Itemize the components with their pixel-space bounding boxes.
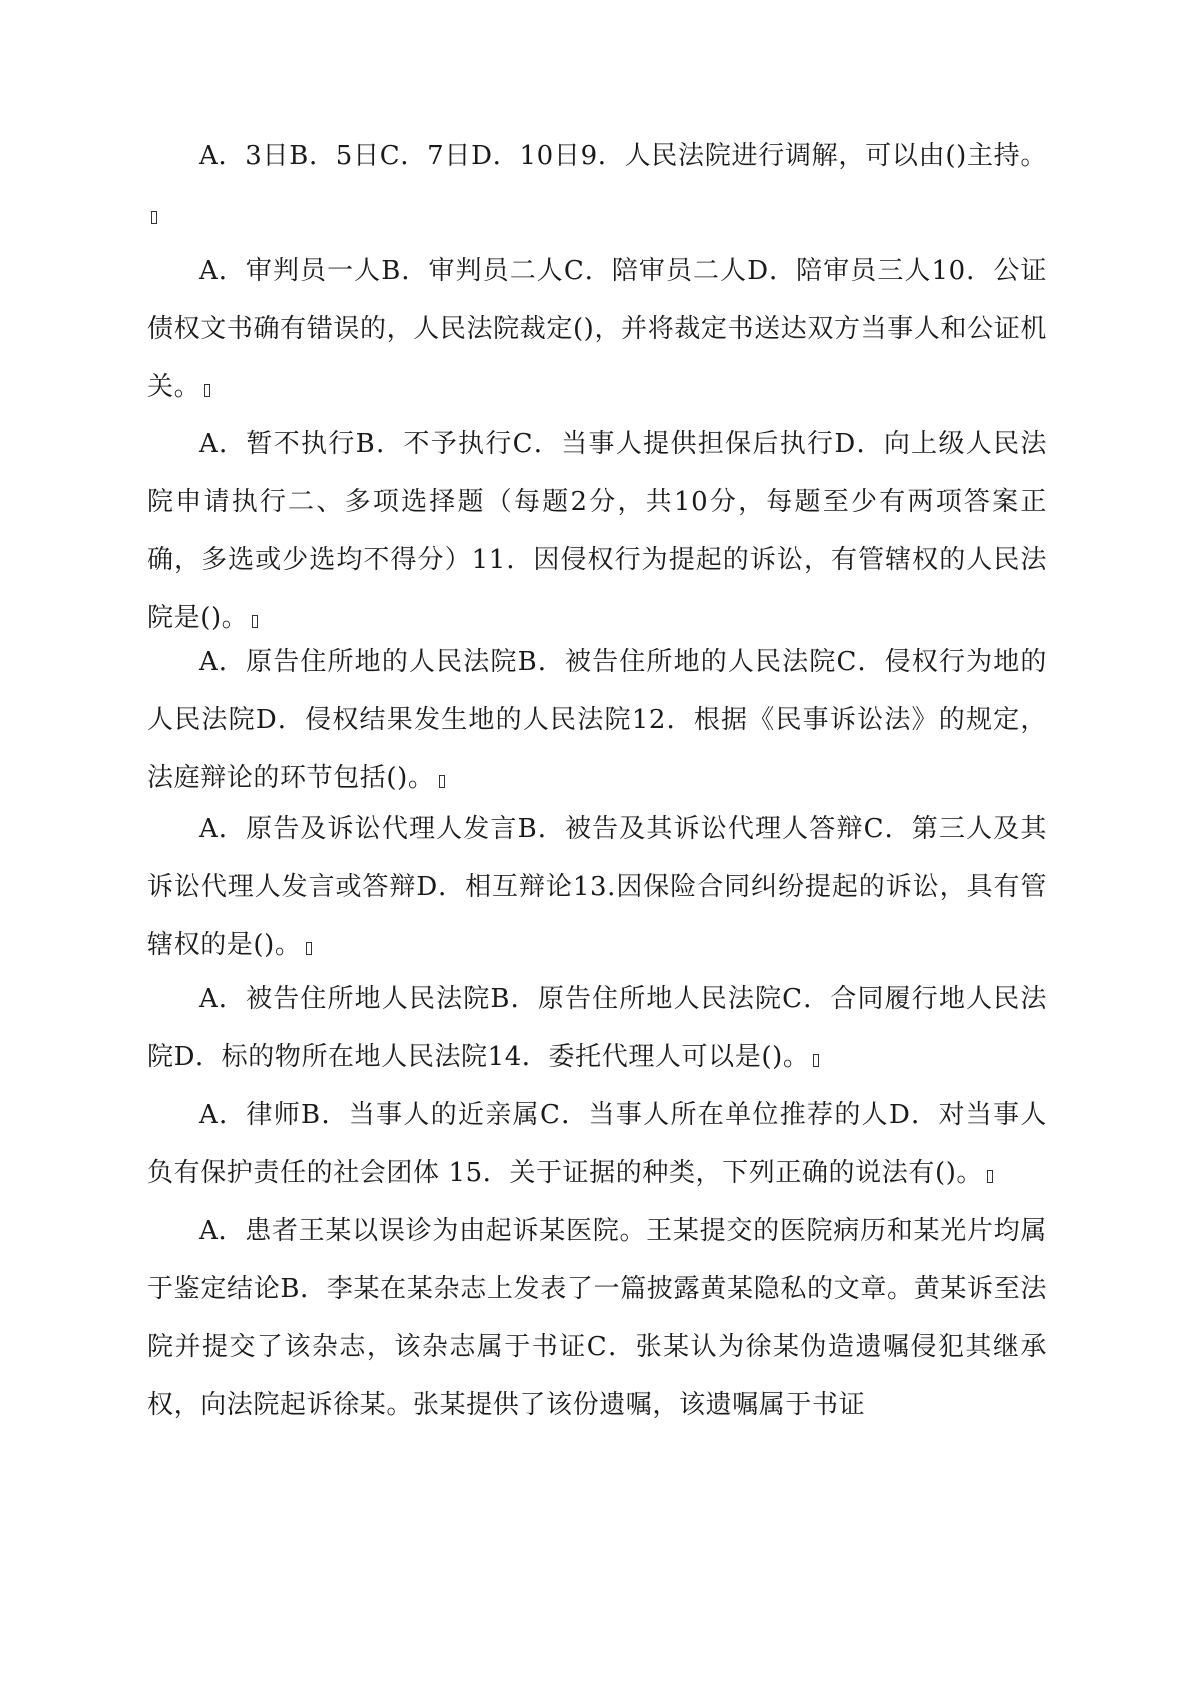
paragraph-end-mark-icon xyxy=(987,1170,993,1183)
paragraph-end-mark-icon xyxy=(306,942,312,955)
paragraph-text: A．原告住所地的人民法院B．被告住所地的人民法院C．侵权行为地的人民法院D．侵权结果发生地的人民法院12．根据《民事诉讼法》的规定，法庭辩论的环节包括()。 xyxy=(147,647,1047,793)
paragraph-text: A．被告住所地人民法院B．原告住所地人民法院C．合同履行地人民法院D．标的物所在地人民法院14．委托代理人可以是()。 xyxy=(147,984,1047,1072)
paragraph-question-15 xyxy=(147,1086,1047,1202)
paragraph-end-mark-icon xyxy=(439,775,445,788)
paragraph-end-mark-icon xyxy=(813,1054,819,1067)
paragraph-end-mark-icon xyxy=(151,211,157,224)
paragraph-end-mark-icon xyxy=(252,615,258,628)
paragraph-question-9 xyxy=(147,127,1047,243)
paragraph-question-15-options xyxy=(147,1202,1047,1434)
paragraph-question-14 xyxy=(147,970,1047,1086)
paragraph-end-mark-icon xyxy=(204,384,210,397)
paragraph-text: A．患者王某以误诊为由起诉某医院。王某提交的医院病历和某光片均属于鉴定结论B．李某在某杂志上发表了一篇披露黄某隐私的文章。黄某诉至法院并提交了该杂志，该杂志属于书证C．张某认为徐某伪造遗嘱侵犯其继承权，向法院起诉徐某。张某提供了该份遗嘱，该遗嘱属于书证 xyxy=(147,1216,1047,1420)
paragraph-text: A．审判员一人B．审判员二人C．陪审员二人D．陪审员三人10．公证债权文书确有错误的，人民法院裁定()，并将裁定书送达双方当事人和公证机关。 xyxy=(147,256,1047,402)
paragraph-question-11 xyxy=(147,415,1047,647)
paragraph-text: A．暂不执行B．不予执行C．当事人提供担保后执行D．向上级人民法院申请执行二、多项选择题（每题2分，共10分，每题至少有两项答案正确，多选或少选均不得分）11．因侵权行为提起的诉讼，有管辖权的人民法院是()。 xyxy=(147,429,1047,633)
paragraph-text: A．3日B．5日C．7日D．10日9．人民法院进行调解，可以由()主持。 xyxy=(199,141,1047,171)
paragraph-text: A．原告及诉讼代理人发言B．被告及其诉讼代理人答辩C．第三人及其诉讼代理人发言或答辩D．相互辩论13.因保险合同纠纷提起的诉讼，具有管辖权的是()。 xyxy=(147,814,1047,960)
paragraph-question-10 xyxy=(147,242,1047,416)
paragraph-text: A．律师B．当事人的近亲属C．当事人所在单位推荐的人D．对当事人负有保护责任的社会团体 15．关于证据的种类，下列正确的说法有()。 xyxy=(147,1100,1047,1188)
paragraph-question-12 xyxy=(147,633,1047,807)
paragraph-question-13 xyxy=(147,800,1047,974)
